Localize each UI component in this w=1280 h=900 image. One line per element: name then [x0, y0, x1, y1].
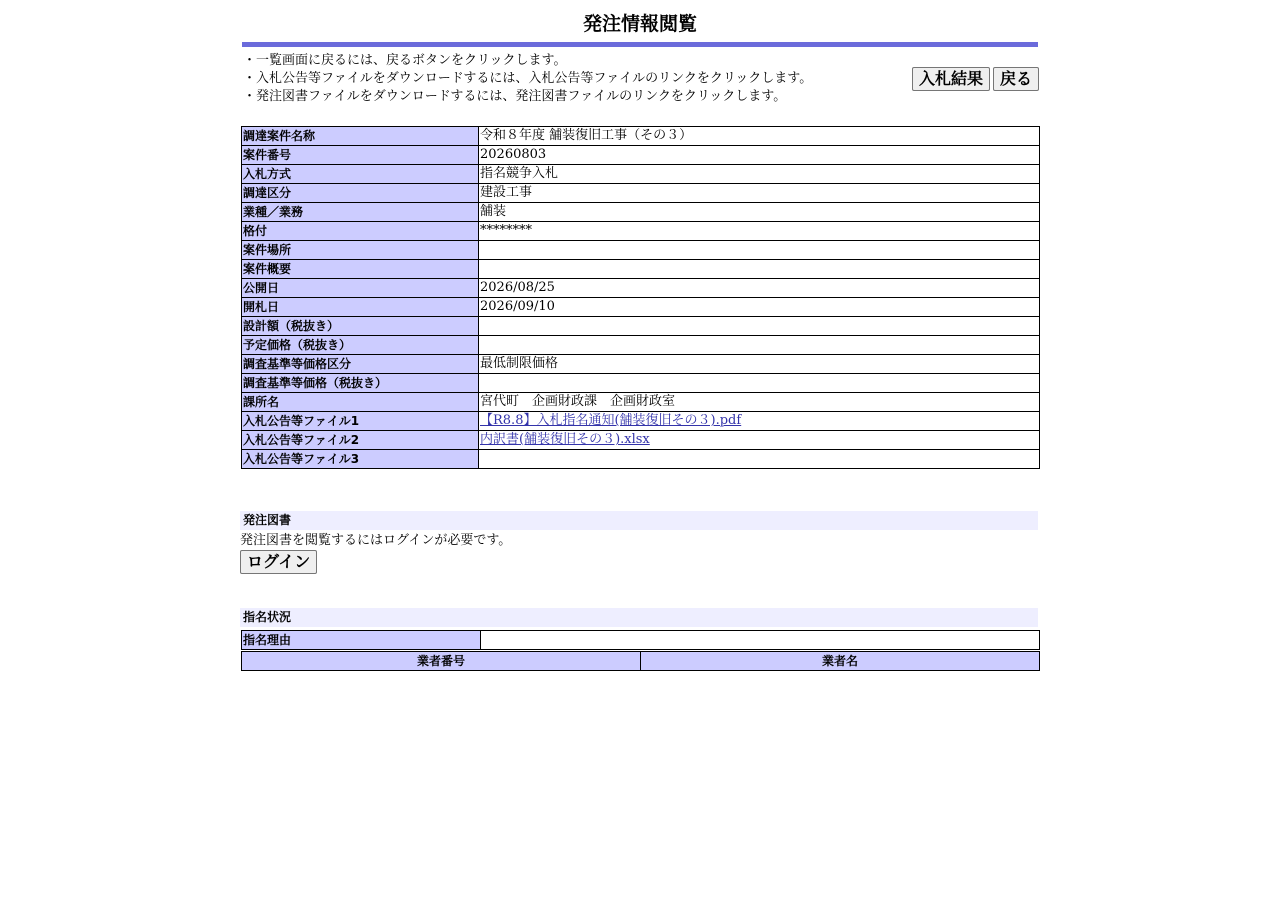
row-label-opening-date: 開札日: [242, 298, 479, 317]
instruction-line: ・発注図書ファイルをダウンロードするには、発注図書ファイルのリンクをクリックします。: [243, 89, 787, 104]
table-row: [242, 336, 1040, 355]
order-info-table: [241, 126, 1040, 469]
row-value-location: [479, 241, 1040, 260]
login-required-note: 発注図書を閲覧するにはログインが必要です。: [240, 533, 512, 548]
table-row: [242, 412, 1040, 431]
table-row: [242, 393, 1040, 412]
vendor-table-header-row: [242, 652, 1040, 671]
row-value-publish-date: 2026/08/25: [479, 279, 1040, 298]
instruction-line: ・一覧画面に戻るには、戻るボタンをクリックします。: [243, 53, 567, 68]
title-divider: [242, 42, 1038, 47]
login-button-wrapper: [240, 550, 317, 574]
row-value-estimated-price: [479, 336, 1040, 355]
table-row: [242, 431, 1040, 450]
table-row: [242, 127, 1040, 146]
nomination-reason-label: 指名理由: [242, 631, 481, 650]
table-row: [242, 241, 1040, 260]
vendor-table: [241, 651, 1040, 671]
row-value-procurement-type: 建設工事: [479, 184, 1040, 203]
row-value-bid-file-3: [479, 450, 1040, 469]
row-value-bid-file-2: [479, 431, 1040, 450]
table-row: [242, 355, 1040, 374]
row-value-project-name: 令和８年度 舗装復旧工事（その３）: [479, 127, 1040, 146]
row-value-design-amount: [479, 317, 1040, 336]
row-label-rating: 格付: [242, 222, 479, 241]
bid-file-2-link[interactable]: 内訳書(舗装復旧その３).xlsx: [480, 432, 650, 447]
row-label-department: 課所名: [242, 393, 479, 412]
row-label-project-number: 案件番号: [242, 146, 479, 165]
nomination-reason-table: [241, 630, 1040, 650]
bid-file-1-link[interactable]: 【R8.8】入札指名通知(舗装復旧その３).pdf: [480, 413, 742, 428]
nomination-section-header: 指名状況: [240, 608, 1038, 627]
row-label-bid-file-1: 入札公告等ファイル1: [242, 412, 479, 431]
row-label-reference-price-type: 調査基準等価格区分: [242, 355, 479, 374]
login-button[interactable]: ログイン: [240, 550, 317, 574]
table-row: [242, 279, 1040, 298]
row-value-reference-price-type: 最低制限価格: [479, 355, 1040, 374]
order-docs-section-header: 発注図書: [240, 511, 1038, 530]
row-value-industry: 舗装: [479, 203, 1040, 222]
row-label-project-name: 調達案件名称: [242, 127, 479, 146]
column-header-vendor-name: 業者名: [641, 652, 1040, 671]
back-button[interactable]: 戻る: [993, 67, 1039, 91]
row-label-bid-file-2: 入札公告等ファイル2: [242, 431, 479, 450]
table-row: [242, 260, 1040, 279]
row-label-bid-file-3: 入札公告等ファイル3: [242, 450, 479, 469]
table-row: [242, 298, 1040, 317]
table-row: [242, 184, 1040, 203]
page-title: 発注情報閲覧: [582, 13, 697, 35]
row-label-publish-date: 公開日: [242, 279, 479, 298]
table-row: [242, 450, 1040, 469]
top-button-group: [912, 67, 1039, 91]
table-row: [242, 203, 1040, 222]
bid-results-button[interactable]: 入札結果: [912, 67, 990, 91]
row-value-bid-file-1: [479, 412, 1040, 431]
row-value-opening-date: 2026/09/10: [479, 298, 1040, 317]
row-label-reference-price: 調査基準等価格（税抜き）: [242, 374, 479, 393]
row-value-reference-price: [479, 374, 1040, 393]
row-value-rating: ********: [479, 222, 1040, 241]
row-label-procurement-type: 調達区分: [242, 184, 479, 203]
table-row: [242, 165, 1040, 184]
row-label-design-amount: 設計額（税抜き）: [242, 317, 479, 336]
row-value-department: 宮代町 企画財政課 企画財政室: [479, 393, 1040, 412]
row-value-project-number: 20260803: [479, 146, 1040, 165]
column-header-vendor-number: 業者番号: [242, 652, 641, 671]
table-row: [242, 222, 1040, 241]
row-label-location: 案件場所: [242, 241, 479, 260]
row-label-bid-method: 入札方式: [242, 165, 479, 184]
instructions: [243, 52, 883, 106]
table-row: [242, 631, 1040, 650]
instruction-line: ・入札公告等ファイルをダウンロードするには、入札公告等ファイルのリンクをクリックします。: [243, 71, 813, 86]
row-label-industry: 業種／業務: [242, 203, 479, 222]
row-value-summary: [479, 260, 1040, 279]
nomination-reason-value: [481, 631, 1040, 650]
row-label-summary: 案件概要: [242, 260, 479, 279]
table-row: [242, 317, 1040, 336]
row-value-bid-method: 指名競争入札: [479, 165, 1040, 184]
table-row: [242, 374, 1040, 393]
table-row: [242, 146, 1040, 165]
row-label-estimated-price: 予定価格（税抜き）: [242, 336, 479, 355]
